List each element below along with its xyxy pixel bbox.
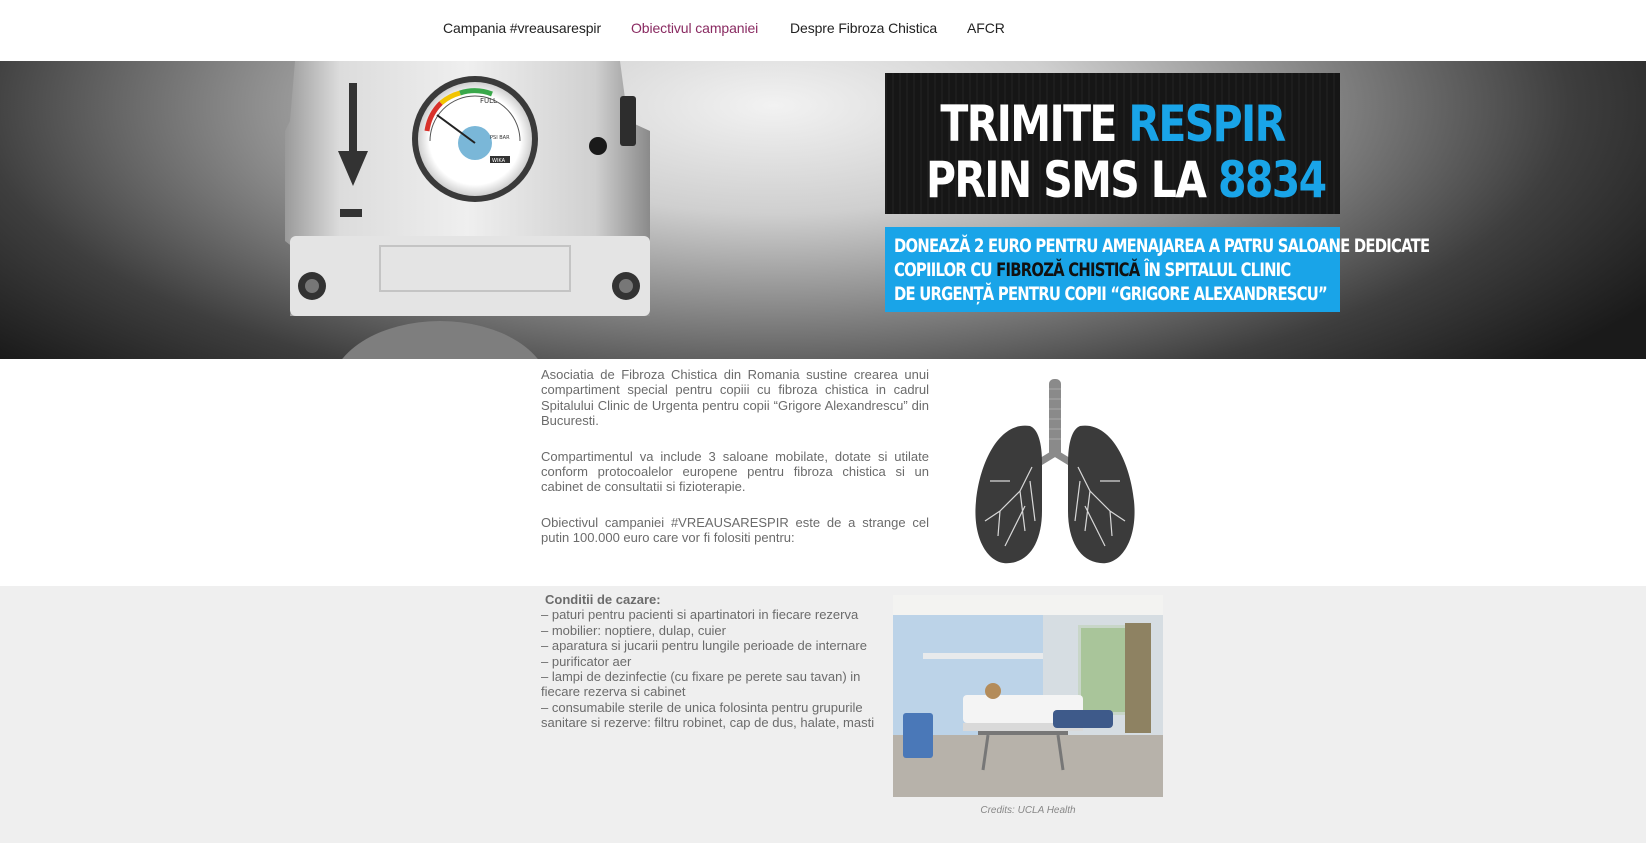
donation-line-1: DONEAZĂ 2 EURO PENTRU AMENAJAREA A PATRU SALOANE DEDICATE bbox=[894, 235, 1430, 257]
oxygen-tank-illustration bbox=[0, 61, 1646, 359]
hospital-room-image bbox=[893, 595, 1163, 797]
hero-banner bbox=[0, 61, 1646, 359]
list-item: – aparatura si jucarii pentru lungile perioade de internare bbox=[541, 638, 867, 654]
list-item: – consumabile sterile de unica folosinta pentru grupurile sanitare si rezerve: filtru robinet, cap de dus, halate, masti bbox=[541, 699, 875, 731]
gauge-brand-label: WIKA bbox=[492, 158, 506, 164]
banner-line-1: TRIMITE RESPIR bbox=[940, 95, 1285, 153]
list-item: – paturi pentru pacienti si apartinatori in fiecare rezerva bbox=[541, 607, 859, 623]
image-caption: Credits: UCLA Health bbox=[980, 805, 1076, 816]
top-navigation bbox=[0, 0, 1646, 61]
banner-line-2: PRIN SMS LA 8834 bbox=[925, 151, 1326, 209]
conditions-section bbox=[0, 586, 1646, 843]
conditions-list bbox=[541, 592, 881, 731]
nav-item-despre[interactable]: Despre Fibroza Chistica bbox=[790, 20, 938, 36]
intro-paragraph: Compartimentul va include 3 saloane mobilate, dotate si utilate conform protocoalelor europene pentru fibroza chistica si un cabinet de consultatii si fizioterapie. bbox=[541, 448, 929, 495]
list-item: – mobilier: noptiere, dulap, cuier bbox=[541, 622, 726, 638]
intro-paragraph: Asociatia de Fibroza Chistica din Romania sustine crearea unui compartiment special pentru copiii cu fibroza chistica in cadrul Spitalului Clinic de Urgenta pentru copii “Grigore Alexandrescu” din Bucuresti. bbox=[541, 367, 929, 429]
donation-banner bbox=[885, 227, 1430, 312]
intro-paragraph: Obiectivul campaniei #VREAUSARESPIR este de a strange cel putin 100.000 euro care vor fi folositi pentru: bbox=[541, 514, 929, 546]
gauge-unit-label: PSI BAR bbox=[490, 135, 510, 141]
intro-text bbox=[541, 367, 929, 566]
nav-item-campania[interactable]: Campania #vreausarespir bbox=[443, 20, 602, 36]
conditions-title: Conditii de cazare: bbox=[545, 592, 661, 607]
intro-section bbox=[0, 359, 1646, 586]
list-item: – purificator aer bbox=[541, 653, 632, 669]
donation-line-3: DE URGENȚĂ PENTRU COPII “GRIGORE ALEXANDRESCU” bbox=[894, 283, 1327, 305]
gauge-full-label: FULL bbox=[480, 97, 497, 105]
nav-item-afcr[interactable]: AFCR bbox=[967, 20, 1005, 36]
lungs-image bbox=[970, 371, 1140, 571]
sms-banner bbox=[885, 73, 1340, 214]
nav-item-obiectivul[interactable]: Obiectivul campaniei bbox=[631, 20, 759, 36]
donation-line-2: COPIILOR CU FIBROZĂ CHISTICĂ ÎN SPITALUL CLINIC bbox=[894, 259, 1291, 281]
list-item: – lampi de dezinfectie (cu fixare pe perete sau tavan) in fiecare rezerva si cabinet bbox=[541, 669, 861, 700]
